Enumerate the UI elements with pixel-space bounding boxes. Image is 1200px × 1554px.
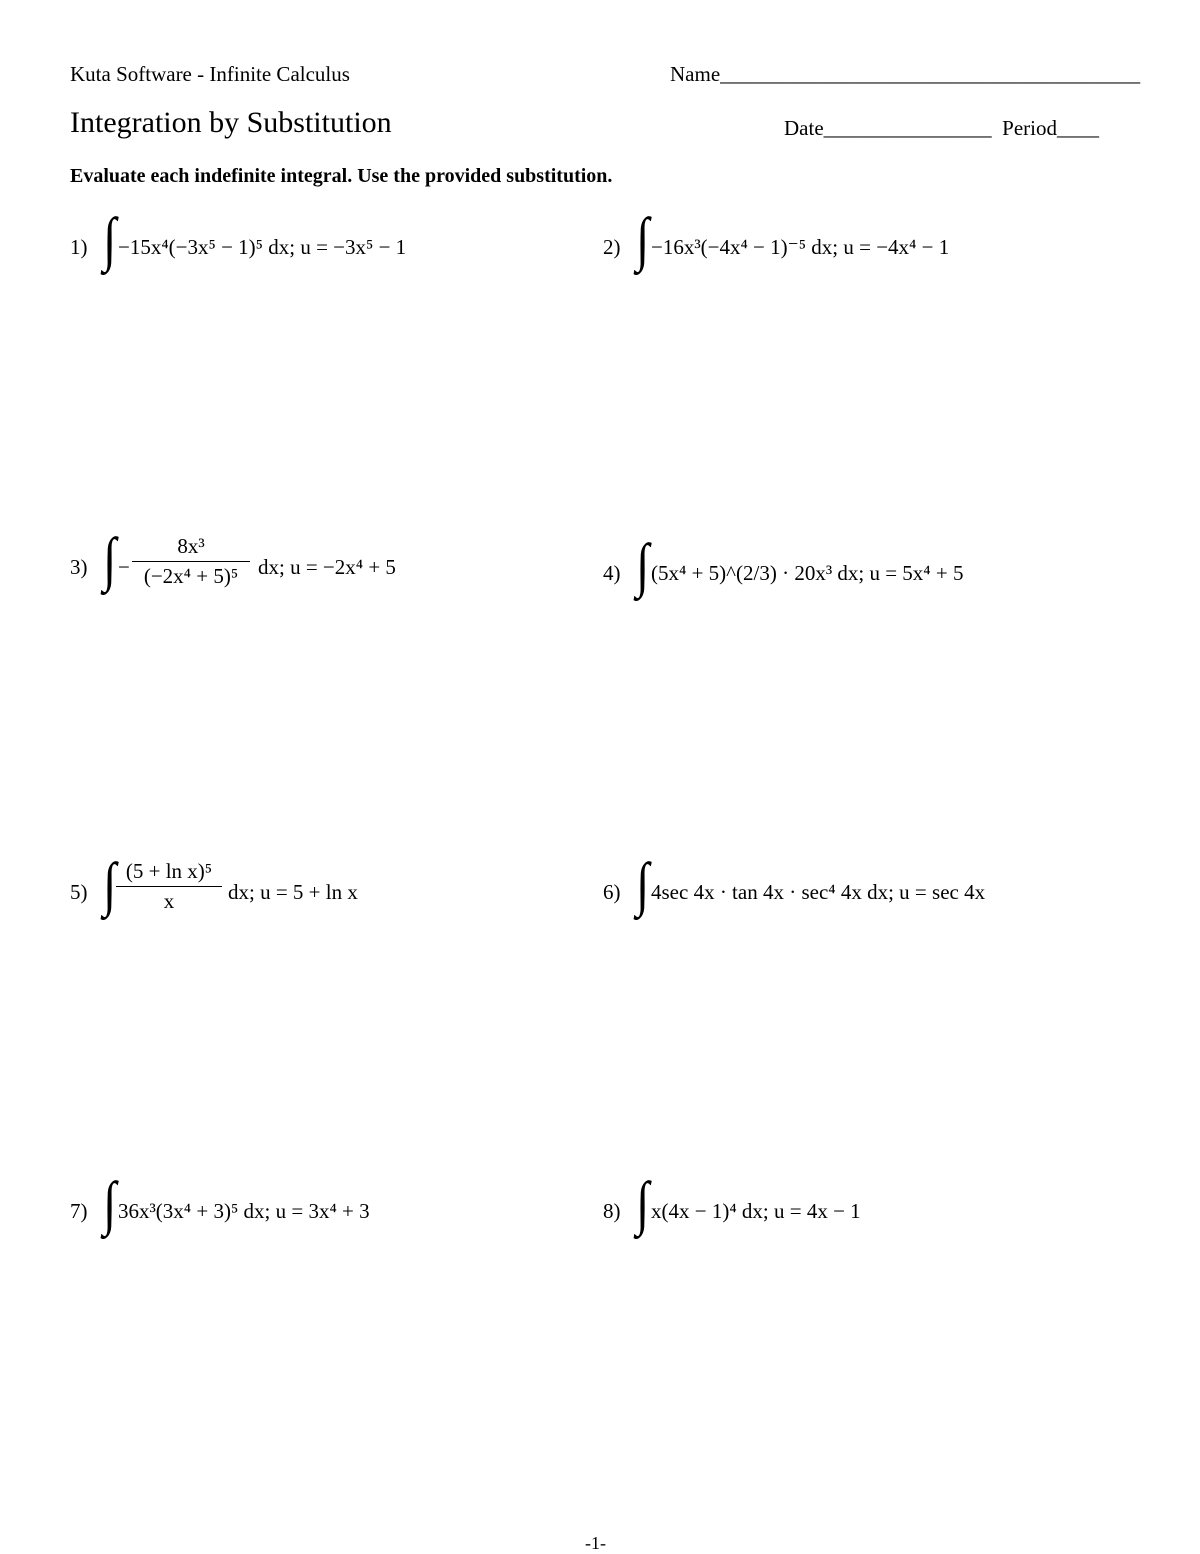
fraction-prefix: − xyxy=(118,555,130,579)
integral-sign: ∫ xyxy=(636,532,650,599)
problem-expression: (5x⁴ + 5)^(2/3) · 20x³ dx; u = 5x⁴ + 5 xyxy=(651,561,964,585)
integral-sign: ∫ xyxy=(103,206,117,273)
problem-expression: x(4x − 1)⁴ dx; u = 4x − 1 xyxy=(651,1199,861,1223)
fraction xyxy=(116,859,222,914)
problem-expression: −15x⁴(−3x⁵ − 1)⁵ dx; u = −3x⁵ − 1 xyxy=(118,235,407,259)
problem-number: 6) xyxy=(603,880,621,904)
problem-expression: 4sec 4x · tan 4x · sec⁴ 4x dx; u = sec 4x xyxy=(651,880,986,904)
integral-sign: ∫ xyxy=(103,1170,117,1237)
name-label: Name xyxy=(670,62,721,86)
denominator: x xyxy=(163,889,175,913)
problem-number: 4) xyxy=(603,561,621,585)
problem-suffix: dx; u = 5 + ln x xyxy=(228,880,358,904)
integral-sign: ∫ xyxy=(103,526,117,593)
name-blank: ________________________________________ xyxy=(720,62,1141,86)
integral-sign: ∫ xyxy=(103,851,117,918)
publisher-label: Kuta Software - Infinite Calculus xyxy=(70,62,350,86)
problem-number: 7) xyxy=(70,1199,88,1223)
denominator: (−2x⁴ + 5)⁵ xyxy=(143,564,239,588)
worksheet-title: Integration by Substitution xyxy=(70,106,392,139)
integral-sign: ∫ xyxy=(636,1170,650,1237)
period-label: Period xyxy=(1002,116,1057,140)
numerator: 8x³ xyxy=(177,534,205,558)
name-line xyxy=(670,62,1140,87)
date-blank: ________________ xyxy=(823,116,992,140)
integral-sign: ∫ xyxy=(636,851,650,918)
page-number: -1- xyxy=(585,1533,606,1553)
numerator: (5 + ln x)⁵ xyxy=(125,859,213,883)
problem-number: 3) xyxy=(70,555,88,579)
instructions: Evaluate each indefinite integral. Use the provided substitution. xyxy=(70,165,613,187)
problem-number: 5) xyxy=(70,880,88,904)
problem-expression: 36x³(3x⁴ + 3)⁵ dx; u = 3x⁴ + 3 xyxy=(118,1199,370,1223)
problem-expression: −16x³(−4x⁴ − 1)⁻⁵ dx; u = −4x⁴ − 1 xyxy=(651,235,950,259)
fraction xyxy=(132,534,250,589)
problem-number: 1) xyxy=(70,235,88,259)
integral-sign: ∫ xyxy=(636,206,650,273)
problem-number: 8) xyxy=(603,1199,621,1223)
problem-suffix: dx; u = −2x⁴ + 5 xyxy=(258,555,396,579)
period-blank: ____ xyxy=(1056,116,1099,140)
date-label: Date xyxy=(784,116,824,140)
problem-number: 2) xyxy=(603,235,621,259)
date-period-line xyxy=(784,116,1099,141)
